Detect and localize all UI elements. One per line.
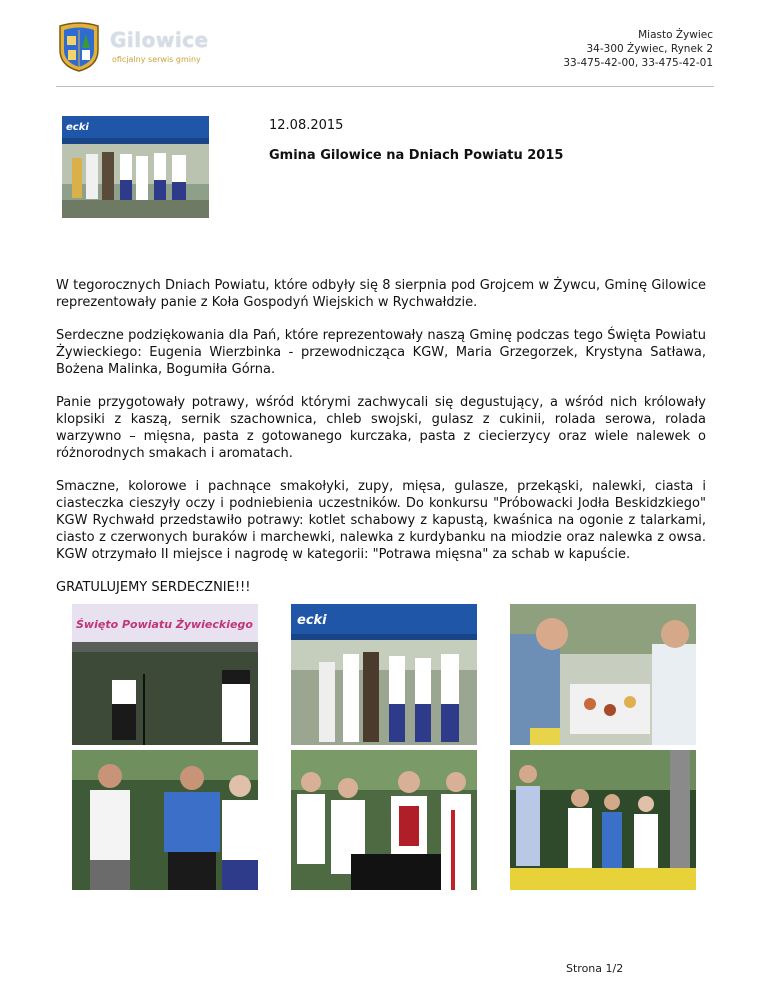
page-number: Strona 1/2 [566,962,624,975]
article-paragraph: Smaczne, kolorowe i pachnące smakołyki, zupy, mięsa, gulasze, przekąski, nalewki, ciasta i ciasteczka cieszyły oczy i podniebienia uczestników. Do konkursu "Próbowacki Jodła Beskidzkiego" KGW Rychwałd przedstawiło potrawy: kotlet schabowy z kapustą, kwaśnica na ogonie z talarkami, ciasto z czerwonych buraków i marchewki, nalewka z kurdybanku na miodzie oraz nalewka z owsa. KGW otrzymało II miejsce i nagrodę w kategorii: "Potrawa mięsna" za schab w kapuście. [56,479,706,562]
contact-block [563,28,713,70]
svg-text:ecki: ecki [66,122,89,133]
article-paragraph: Serdeczne podziękowania dla Pań, które reprezentowały naszą Gminę podczas tego Święta Powiatu Żywieckiego: Eugenia Wierzbinka - przewodnicząca KGW, Maria Grzegorzek, Krystyna Satława, Bożena Malinka, Bogumiła Górna. [56,328,706,377]
article-paragraph: W tegorocznych Dniach Powiatu, które odbyły się 8 sierpnia pod Grojcem w Żywcu, Gminę Gilowice reprezentowały panie z Koła Gospodyń Wiejskich w Rychwałdzie. [56,278,706,310]
gallery-photo-food-tasting[interactable] [510,604,696,745]
header-divider [56,86,714,87]
coat-of-arms-icon [56,22,102,72]
news-thumbnail-photo[interactable] [62,116,209,218]
contact-address: 34-300 Żywiec, Rynek 2 [586,43,713,55]
logo-tagline: oficjalny serwis gminy [112,55,201,64]
gallery-photo-award-men[interactable] [72,750,258,890]
svg-text:ecki: ecki [297,613,327,628]
news-date: 12.08.2015 [269,118,344,133]
logo-wordmark: Gilowice [110,28,209,52]
contact-city: Miasto Żywiec [638,29,713,41]
article-paragraph: GRATULUJEMY SERDECZNIE!!! [56,580,251,595]
site-logo[interactable] [56,22,209,74]
article-paragraph: Panie przygotowały potrawy, wśród którymi zachwycali się degustujący, a wśród nich królowały klopsiki z kaszą, sernik szachownica, chleb swojski, gulasz z cukinii, rolada serowa, rolada warzywno – mięsna, pasta z gotowanego kurczaka, pasta z ciecierzycy oraz wiele nalewek o różnorodnych smakach i aromatach. [56,395,706,461]
gallery-photo-stage-ceremony[interactable] [510,750,696,890]
gallery-photo-stage-banner[interactable] [72,604,258,745]
news-title: Gmina Gilowice na Dniach Powiatu 2015 [269,148,564,163]
gallery-photo-kgw-women[interactable] [291,750,477,890]
gallery-photo-group-tent[interactable] [291,604,477,745]
contact-phones: 33-475-42-00, 33-475-42-01 [563,57,713,69]
gallery-banner-text: Święto Powiatu Żywieckiego [76,618,253,631]
article-body [56,277,706,612]
